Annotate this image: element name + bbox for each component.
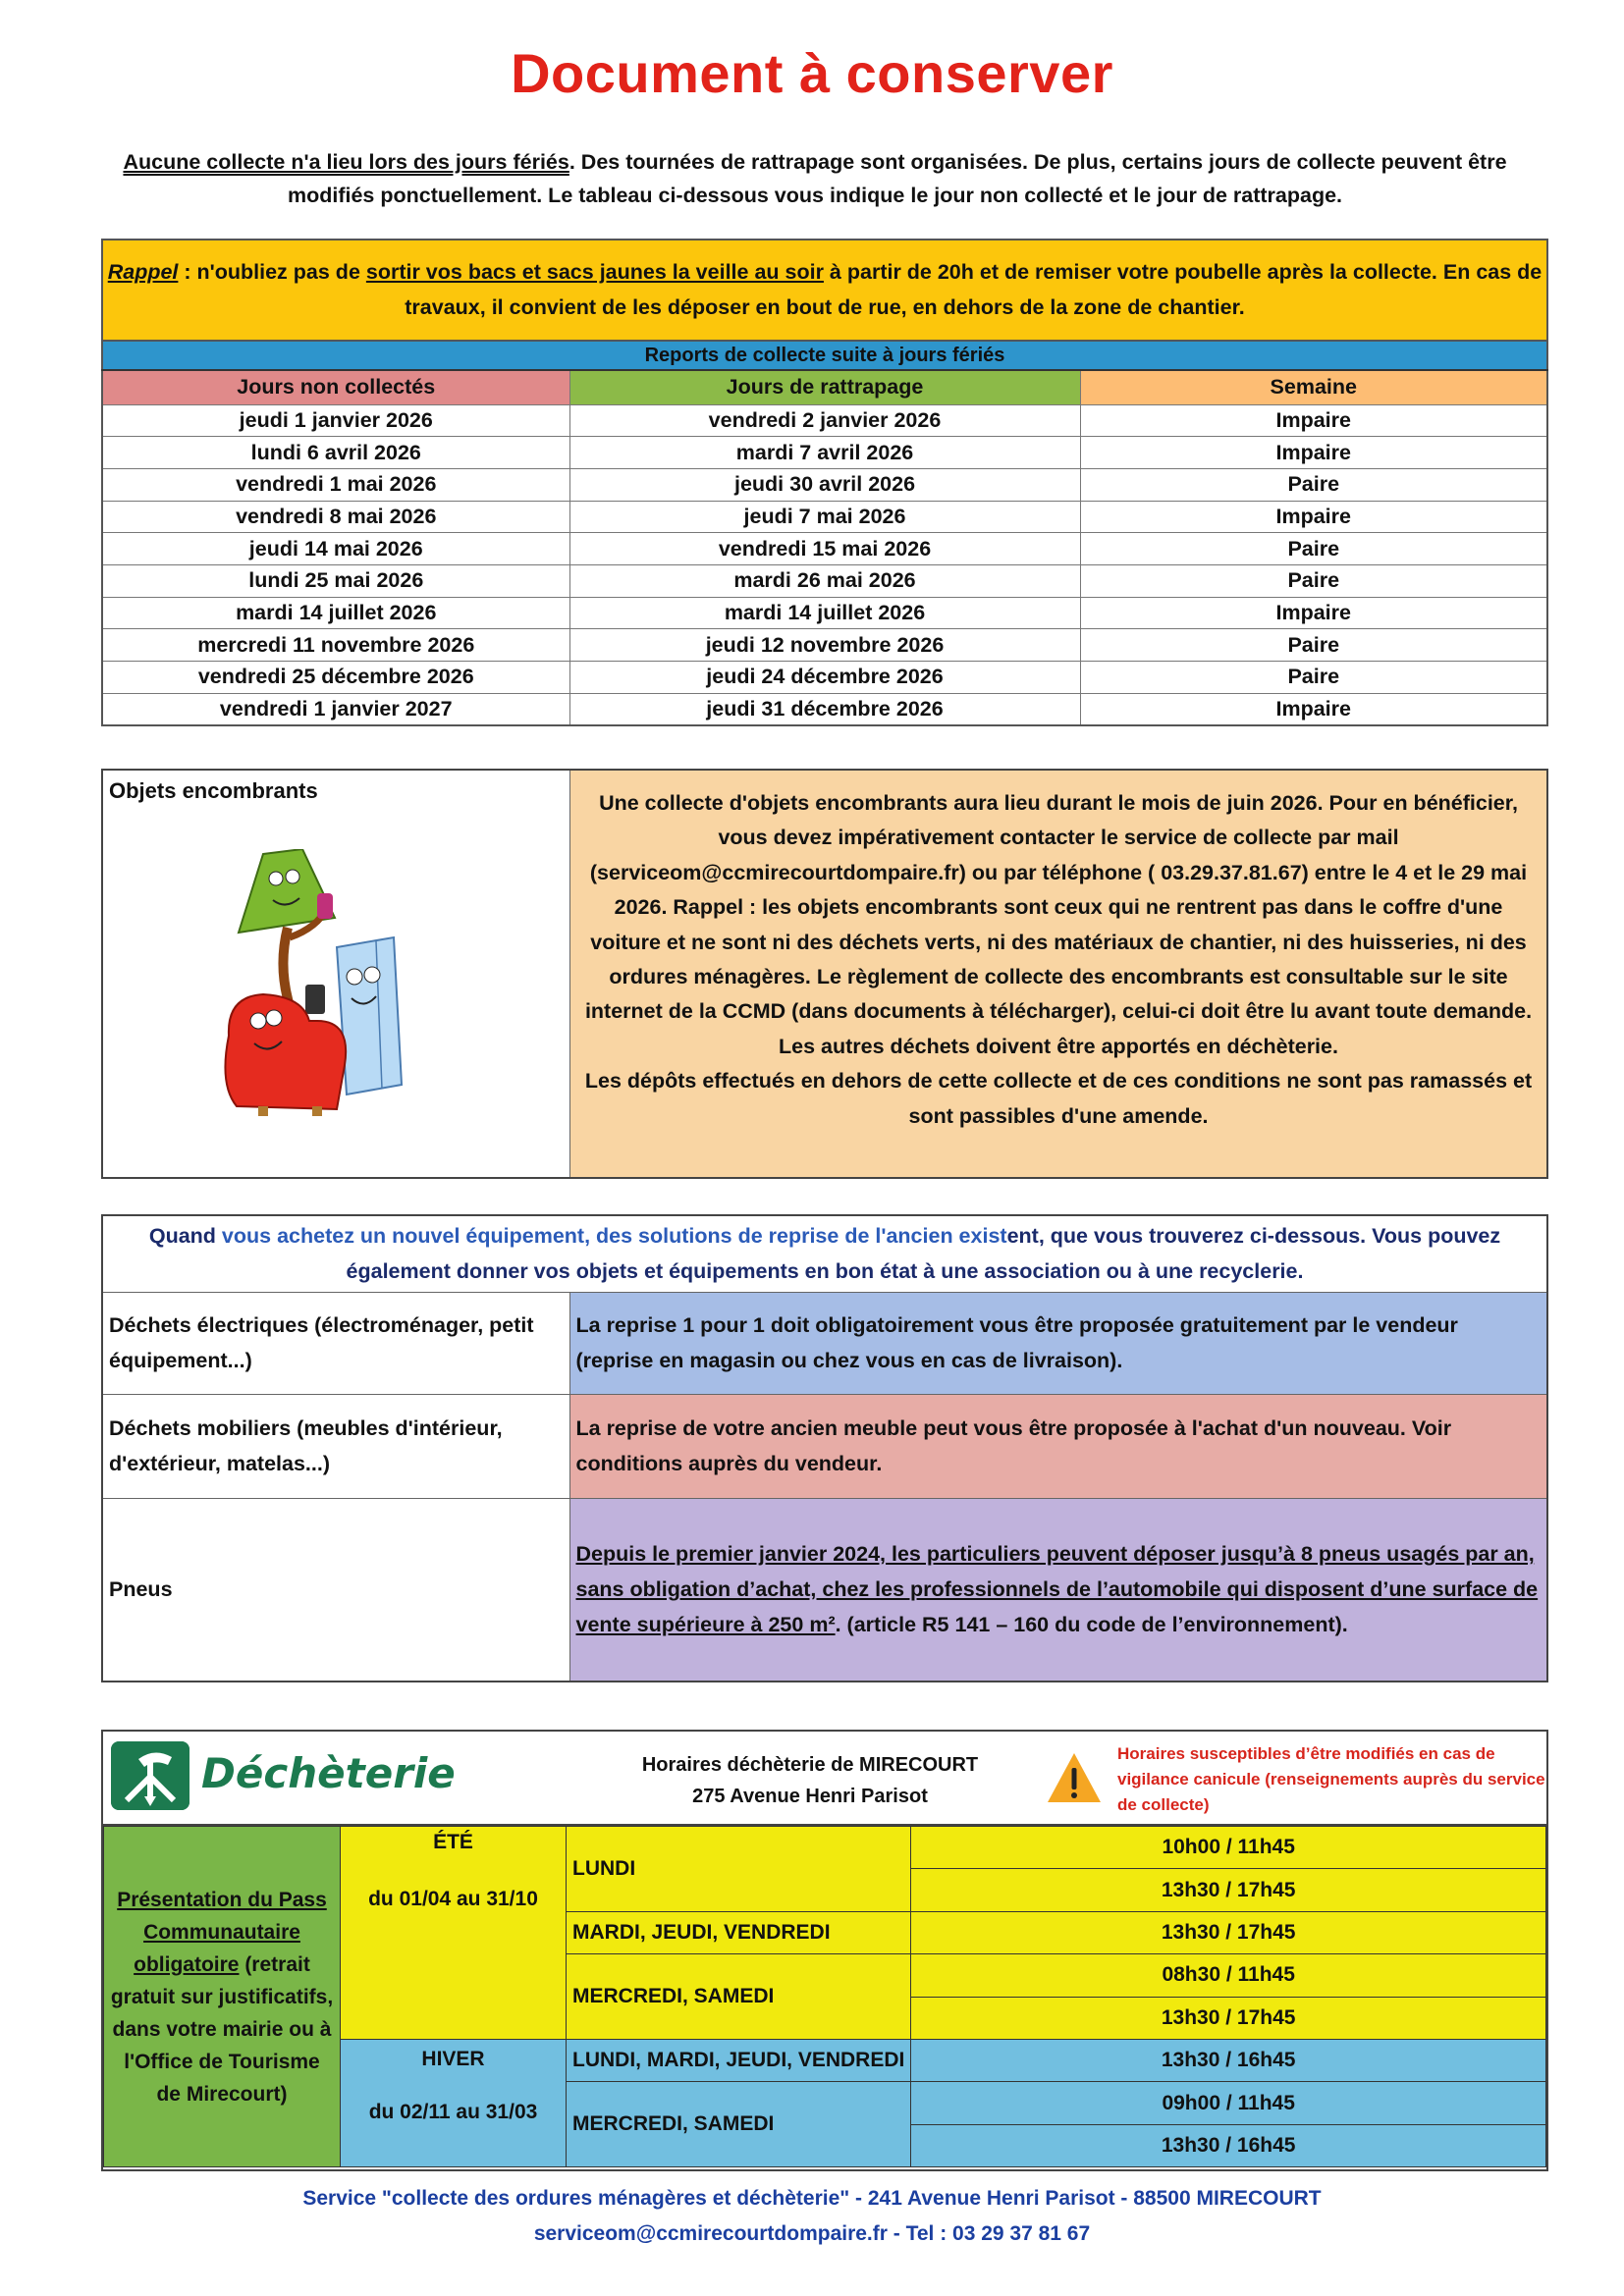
summer-hours: 10h00 / 11h45 <box>911 1827 1546 1869</box>
reprise-intro-b: vous achetez un nouvel équipement, des solutions de reprise de l'ancien exist <box>221 1224 1007 1249</box>
reprise-text-pneus <box>569 1498 1547 1682</box>
reports-caption: Reports de collecte suite à jours fériés <box>102 341 1547 370</box>
reprise-text-electrique: La reprise 1 pour 1 doit obligatoirement vous être proposée gratuitement par le vendeur (reprise en magasin ou chez vous en cas de livraison). <box>569 1292 1547 1394</box>
warning-text: Horaires susceptibles d’être modifiés en cas de vigilance canicule (renseignements auprès du service de collecte) <box>1117 1744 1545 1814</box>
summer-hours: 13h30 / 17h45 <box>911 1869 1546 1911</box>
footer-contact: serviceom@ccmirecourtdompaire.fr - Tel : 03 29 37 81 67 <box>533 2222 1091 2245</box>
encombrants-info <box>570 771 1546 1177</box>
week-parity: Paire <box>1080 533 1547 565</box>
summer-hours: 13h30 / 17h45 <box>911 1997 1546 2039</box>
summer-season <box>341 1827 567 2040</box>
catchup-day: jeudi 30 avril 2026 <box>569 468 1080 501</box>
summer-hours: 08h30 / 11h45 <box>911 1954 1546 1997</box>
winter-hours: 13h30 / 16h45 <box>911 2124 1546 2166</box>
intro-paragraph <box>108 145 1522 212</box>
column-header-week: Semaine <box>1080 370 1547 404</box>
winter-hours: 09h00 / 11h45 <box>911 2082 1546 2124</box>
reports-table <box>101 340 1548 726</box>
decheterie-logo-icon <box>111 1741 189 1810</box>
footer <box>0 2181 1624 2252</box>
encombrants-label: Objets encombrants <box>109 778 318 803</box>
week-parity: Impaire <box>1080 597 1547 629</box>
table-row <box>102 533 1547 565</box>
table-row <box>102 468 1547 501</box>
table-row <box>102 597 1547 629</box>
week-parity: Impaire <box>1080 693 1547 725</box>
non-collected-day: vendredi 1 mai 2026 <box>102 468 569 501</box>
page-title: Document à conserver <box>511 42 1113 104</box>
pass-underlined: Présentation du Pass Communautaire obligatoire <box>117 1888 327 1976</box>
non-collected-day: jeudi 1 janvier 2026 <box>102 404 569 437</box>
column-header-catchup: Jours de rattrapage <box>569 370 1080 404</box>
week-parity: Impaire <box>1080 501 1547 533</box>
address-line-1: Horaires déchèterie de MIRECOURT <box>641 1754 979 1776</box>
week-parity: Impaire <box>1080 437 1547 469</box>
encombrants-section <box>101 769 1548 1179</box>
intro-underlined: Aucune collecte n'a lieu lors des jours fériés <box>123 150 569 174</box>
summer-days-1: MARDI, JEUDI, VENDREDI <box>567 1911 911 1953</box>
encombrants-paragraph-1: Une collecte d'objets encombrants aura lieu durant le mois de juin 2026. Pour en bénéficier, vous devez impérativement contacter le service de collecte par mail (serviceom@ccmirecourtdompaire.fr) ou par téléphone ( 03.29.37.81.67) entre le 4 et le 29 mai 2026. Rappel : les objets encombrants sont ceux qui ne rentrent pas dans le coffre d'une voiture et ne sont ni des déchets verts, ni des matériaux de chantier, ni des huisseries, ni des ordures ménagères. Le règlement de collecte des encombrants est consultable sur le site internet de la CCMD (dans documents à télécharger), celui-ci doit être lu avant toute demande. Les autres déchets doivent être apportés en déchèterie. <box>584 791 1533 1058</box>
cartoon-furniture-illustration <box>219 849 445 1134</box>
rappel-box <box>101 239 1548 340</box>
table-row <box>102 629 1547 662</box>
catchup-day: vendredi 2 janvier 2026 <box>569 404 1080 437</box>
decheterie-logo-text: Déchèterie <box>201 1749 456 1797</box>
non-collected-day: lundi 25 mai 2026 <box>102 564 569 597</box>
non-collected-day: vendredi 8 mai 2026 <box>102 501 569 533</box>
winter-label: HIVER <box>421 2047 485 2070</box>
catchup-day: vendredi 15 mai 2026 <box>569 533 1080 565</box>
catchup-day: jeudi 7 mai 2026 <box>569 501 1080 533</box>
schedule-table <box>103 1826 1546 2167</box>
non-collected-day: mardi 14 juillet 2026 <box>102 597 569 629</box>
table-row <box>102 501 1547 533</box>
address-line-2: 275 Avenue Henri Parisot <box>692 1786 928 1807</box>
pass-rest: (retrait gratuit sur justificatifs, dans votre mairie ou à l'Office de Tourisme de Mirecourt) <box>110 1952 334 2106</box>
summer-hours: 13h30 / 17h45 <box>911 1911 1546 1953</box>
pneus-underlined: Depuis le premier janvier 2024, les particuliers peuvent déposer jusqu’à 8 pneus usagés par an, sans obligation d’achat, chez les professionnels de l’automobile qui disposent d’une surface de vente supérieure à 250 m² <box>575 1542 1539 1637</box>
summer-days-0: LUNDI <box>567 1827 911 1912</box>
catchup-day: mardi 7 avril 2026 <box>569 437 1080 469</box>
decheterie-address <box>633 1749 987 1812</box>
summer-label: ÉTÉ <box>433 1831 473 1853</box>
catchup-day: mardi 14 juillet 2026 <box>569 597 1080 629</box>
non-collected-day: vendredi 25 décembre 2026 <box>102 662 569 694</box>
reprise-label-electrique: Déchets électriques (électroménager, petit équipement...) <box>102 1292 569 1394</box>
table-row <box>102 437 1547 469</box>
rappel-text-before: : n'oubliez pas de <box>178 260 366 284</box>
warning-triangle-icon <box>1046 1751 1103 1804</box>
table-row <box>102 662 1547 694</box>
decheterie-header <box>103 1732 1546 1826</box>
reprise-intro-a: Quand <box>148 1224 222 1249</box>
summer-days-2: MERCREDI, SAMEDI <box>567 1954 911 2040</box>
summer-period: du 01/04 au 31/10 <box>368 1888 538 1910</box>
non-collected-day: lundi 6 avril 2026 <box>102 437 569 469</box>
week-parity: Paire <box>1080 468 1547 501</box>
catchup-day: mardi 26 mai 2026 <box>569 564 1080 597</box>
reprise-intro-c: ent, que vous trouverez ci-dessous. Vous pouvez également donner vos objets et équipements en bon état à une association ou à une recyclerie. <box>346 1224 1501 1284</box>
reprise-label-pneus: Pneus <box>102 1498 569 1682</box>
winter-days-0: LUNDI, MARDI, JEUDI, VENDREDI <box>567 2039 911 2081</box>
reprise-table <box>101 1214 1548 1682</box>
non-collected-day: mercredi 11 novembre 2026 <box>102 629 569 662</box>
winter-period: du 02/11 au 31/03 <box>368 2100 538 2123</box>
rappel-text-after: à partir de 20h et de remiser votre poubelle après la collecte. En cas de travaux, il convient de les déposer en bout de rue, en dehors de la zone de chantier. <box>405 260 1543 319</box>
catchup-day: jeudi 12 novembre 2026 <box>569 629 1080 662</box>
week-parity: Paire <box>1080 662 1547 694</box>
winter-days-1: MERCREDI, SAMEDI <box>567 2082 911 2167</box>
pneus-after: . (article R5 141 – 160 du code de l’environnement). <box>835 1613 1348 1637</box>
table-row <box>102 564 1547 597</box>
catchup-day: jeudi 31 décembre 2026 <box>569 693 1080 725</box>
rappel-underlined: sortir vos bacs et sacs jaunes la veille au soir <box>365 260 824 284</box>
encombrants-label-cell <box>103 771 570 1177</box>
footer-address: Service "collecte des ordures ménagères et déchèterie" - 241 Avenue Henri Parisot - 88500 MIRECOURT <box>302 2187 1322 2210</box>
reprise-label-mobilier: Déchets mobiliers (meubles d'intérieur, d'extérieur, matelas...) <box>102 1394 569 1498</box>
week-parity: Paire <box>1080 564 1547 597</box>
table-row <box>102 693 1547 725</box>
non-collected-day: jeudi 14 mai 2026 <box>102 533 569 565</box>
decheterie-section <box>101 1730 1548 2171</box>
encombrants-paragraph-2: Les dépôts effectués en dehors de cette collecte et de ces conditions ne sont pas ramassés et sont passibles d'une amende. <box>584 1069 1533 1128</box>
rappel-label: Rappel <box>107 260 179 284</box>
table-row <box>102 404 1547 437</box>
reprise-text-mobilier: La reprise de votre ancien meuble peut vous être proposée à l'achat d'un nouveau. Voir conditions auprès du vendeur. <box>569 1394 1547 1498</box>
column-header-non-collected: Jours non collectés <box>102 370 569 404</box>
winter-hours: 13h30 / 16h45 <box>911 2039 1546 2081</box>
pass-info <box>104 1827 341 2167</box>
week-parity: Paire <box>1080 629 1547 662</box>
week-parity: Impaire <box>1080 404 1547 437</box>
winter-season <box>341 2039 567 2166</box>
intro-rest: . Des tournées de rattrapage sont organisées. De plus, certains jours de collecte peuvent être modifiés ponctuellement. Le tableau ci-dessous vous indique le jour non collecté et le jour de rattrapage. <box>287 150 1507 207</box>
non-collected-day: vendredi 1 janvier 2027 <box>102 693 569 725</box>
catchup-day: jeudi 24 décembre 2026 <box>569 662 1080 694</box>
reprise-intro <box>102 1215 1547 1292</box>
